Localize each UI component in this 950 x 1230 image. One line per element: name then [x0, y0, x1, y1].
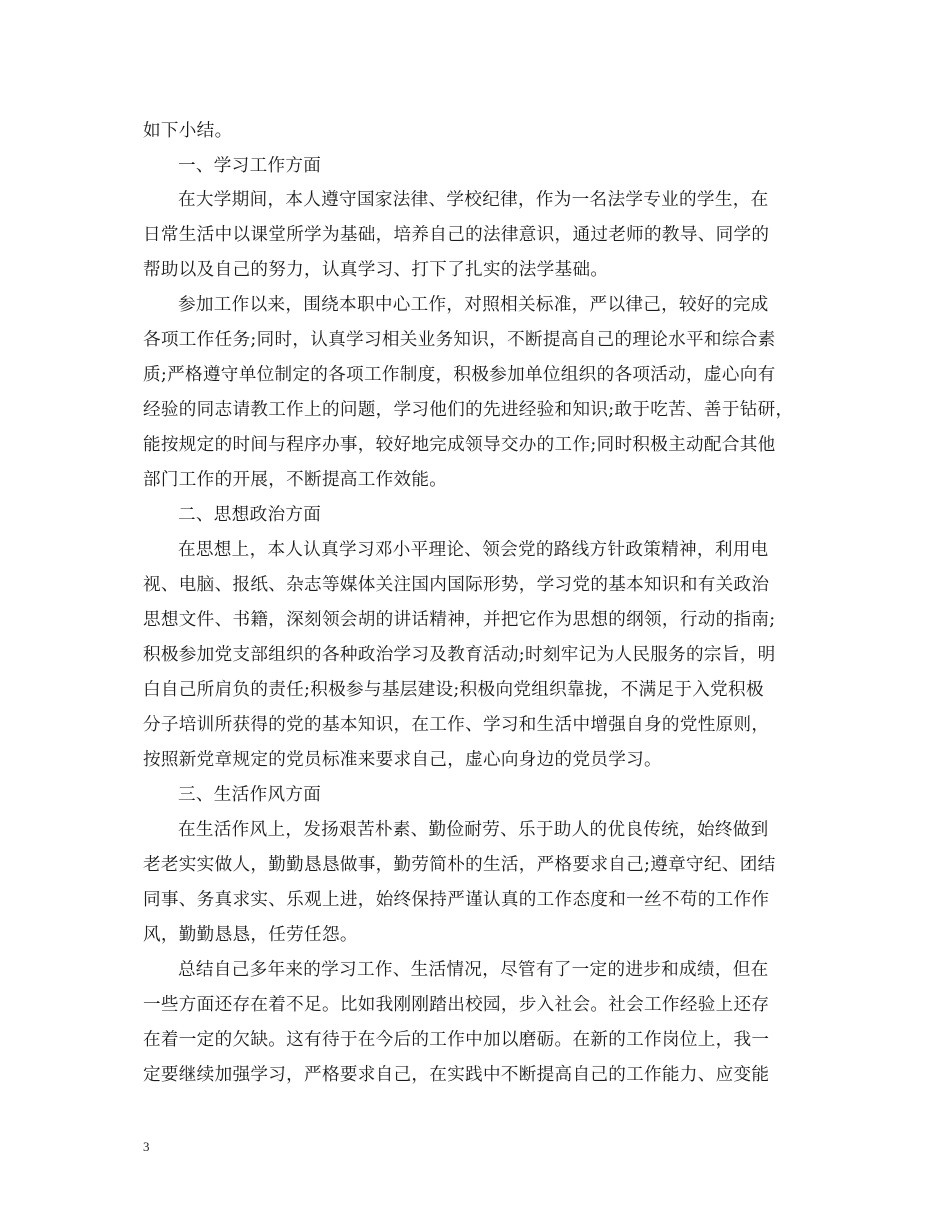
text-line: 总结自己多年来的学习工作、生活情况，尽管有了一定的进步和成绩，但在 [178, 960, 769, 980]
text-line: 各项工作任务;同时，认真学习相关业务知识，不断提高自己的理论水平和综合素 [143, 330, 776, 350]
text-line: 同事、务真求实、乐观上进，始终保持严谨认真的工作态度和一丝不苟的工作作 [143, 890, 770, 910]
text-line: 定要继续加强学习，严格要求自己，在实践中不断提高自己的工作能力、应变能 [143, 1065, 770, 1085]
text-line: 老老实实做人，勤勤恳恳做事，勤劳简朴的生活，严格要求自己;遵章守纪、团结 [143, 855, 776, 875]
text-line: 一些方面还存在着不足。比如我刚刚踏出校园，步入社会。社会工作经验上还存 [143, 995, 770, 1015]
text-line: 按照新党章规定的党员标准来要求自己，虚心向身边的党员学习。 [143, 750, 662, 770]
page-number: 3 [143, 1139, 150, 1154]
text-line: 部门工作的开展，不断提高工作效能。 [143, 470, 448, 490]
text-line: 视、电脑、报纸、杂志等媒体关注国内国际形势，学习党的基本知识和有关政治 [143, 575, 770, 595]
text-line: 如下小结。 [143, 121, 233, 141]
text-line: 经验的同志请教工作上的问题，学习他们的先进经验和知识;敢于吃苦、善于钻研， [143, 400, 794, 420]
section-heading: 三、生活作风方面 [178, 785, 322, 805]
text-line: 在大学期间，本人遵守国家法律、学校纪律，作为一名法学专业的学生，在 [178, 190, 769, 210]
text-line: 分子培训所获得的党的基本知识，在工作、学习和生活中增强自身的党性原则， [143, 715, 770, 735]
text-line: 在生活作风上，发扬艰苦朴素、勤俭耐劳、乐于助人的优良传统，始终做到 [178, 820, 769, 840]
text-line: 帮助以及自己的努力，认真学习、打下了扎实的法学基础。 [143, 260, 609, 280]
text-line: 积极参加党支部组织的各种政治学习及教育活动;时刻牢记为人民服务的宗旨，明 [143, 645, 776, 665]
text-line: 质;严格遵守单位制定的各项工作制度，积极参加单位组织的各项活动，虚心向有 [143, 365, 776, 385]
text-line: 参加工作以来，围绕本职中心工作，对照相关标准，严以律己，较好的完成 [178, 295, 769, 315]
section-heading: 二、思想政治方面 [178, 505, 322, 525]
text-line: 白自己所肩负的责任;积极参与基层建设;积极向党组织靠拢，不满足于入党积极 [143, 680, 764, 700]
text-line: 思想文件、书籍，深刻领会胡的讲话精神，并把它作为思想的纲领，行动的指南; [143, 610, 776, 630]
text-line: 在着一定的欠缺。这有待于在今后的工作中加以磨砺。在新的工作岗位上，我一 [143, 1030, 770, 1050]
text-line: 能按规定的时间与程序办事，较好地完成领导交办的工作;同时积极主动配合其他 [143, 435, 776, 455]
text-line: 日常生活中以课堂所学为基础，培养自己的法律意识，通过老师的教导、同学的 [143, 225, 770, 245]
text-line: 风，勤勤恳恳，任劳任怨。 [143, 925, 358, 945]
text-line: 在思想上，本人认真学习邓小平理论、领会党的路线方针政策精神，利用电 [178, 540, 769, 560]
section-heading: 一、学习工作方面 [178, 156, 322, 176]
